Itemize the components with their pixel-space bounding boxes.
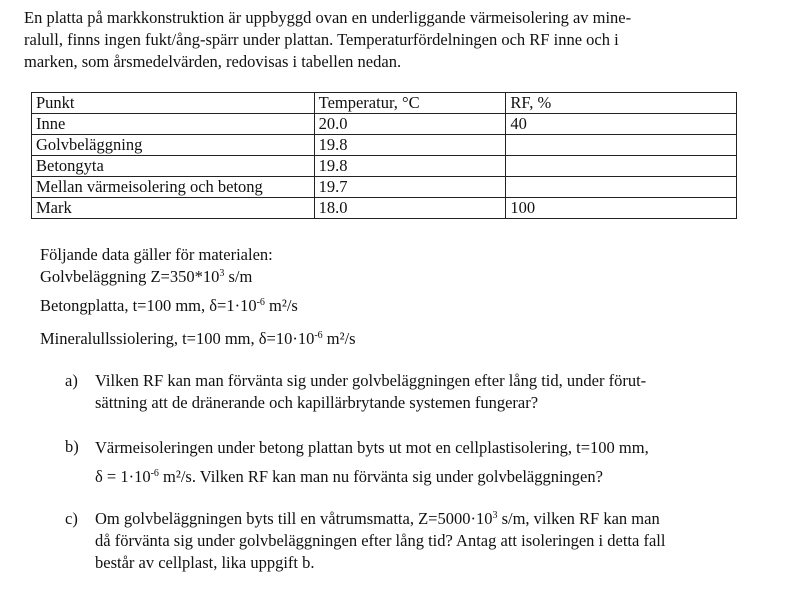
exponent: 3 bbox=[219, 268, 225, 279]
question-line: sättning att de dränerande och kapillärbrytande systemen fungerar? bbox=[95, 393, 539, 412]
header-rf: RF, % bbox=[506, 93, 737, 114]
exponent: -6 bbox=[150, 468, 159, 479]
material-text: Mineralullssiolering, t=100 mm, δ=10·10 bbox=[40, 329, 315, 348]
materials-heading: Följande data gäller för materialen: bbox=[40, 245, 273, 264]
question-line bbox=[95, 462, 745, 491]
header-punkt: Punkt bbox=[32, 93, 315, 114]
cell-temperature: 19.8 bbox=[314, 156, 506, 177]
cell-temperature: 20.0 bbox=[314, 114, 506, 135]
header-temperature: Temperatur, °C bbox=[314, 93, 506, 114]
material-concrete-slab bbox=[40, 290, 740, 324]
intro-paragraph bbox=[24, 7, 764, 73]
table-row bbox=[32, 114, 737, 135]
intro-line: En platta på markkonstruktion är uppbyggd ovan en underliggande värmeisolering av mine- bbox=[24, 8, 632, 27]
exponent: -6 bbox=[256, 297, 265, 308]
cell-point: Inne bbox=[32, 114, 315, 135]
cell-temperature: 18.0 bbox=[314, 198, 506, 219]
table-row bbox=[32, 135, 737, 156]
question-line: då förvänta sig under golvbeläggningen efter lång tid? Antag att isoleringen i detta fall bbox=[95, 531, 666, 550]
question-a bbox=[65, 370, 745, 414]
cell-point: Golvbeläggning bbox=[32, 135, 315, 156]
cell-point: Betongyta bbox=[32, 156, 315, 177]
table-row bbox=[32, 156, 737, 177]
table-row bbox=[32, 198, 737, 219]
question-line: Värmeisoleringen under betong plattan byts ut mot en cellplastisolering, t=100 mm, bbox=[95, 438, 649, 457]
question-b bbox=[65, 433, 745, 491]
question-label: a) bbox=[65, 371, 78, 390]
temperature-rf-table bbox=[31, 92, 737, 219]
cell-rf bbox=[506, 135, 737, 156]
question-text: s/m, vilken RF kan man bbox=[497, 509, 660, 528]
table-row bbox=[32, 177, 737, 198]
exponent: 3 bbox=[492, 510, 498, 521]
cell-temperature: 19.8 bbox=[314, 135, 506, 156]
material-text: Golvbeläggning Z=350*10 bbox=[40, 267, 220, 286]
question-label: c) bbox=[65, 509, 78, 528]
material-text: Betongplatta, t=100 mm, δ=1·10 bbox=[40, 296, 257, 315]
cell-rf: 100 bbox=[506, 198, 737, 219]
question-text: δ = 1·10 bbox=[95, 467, 151, 486]
material-floor-covering bbox=[40, 266, 740, 290]
cell-rf: 40 bbox=[506, 114, 737, 135]
cell-rf bbox=[506, 177, 737, 198]
cell-temperature: 19.7 bbox=[314, 177, 506, 198]
exponent: -6 bbox=[314, 330, 323, 341]
cell-rf bbox=[506, 156, 737, 177]
question-line: Vilken RF kan man förvänta sig under golvbeläggningen efter lång tid, under förut- bbox=[95, 371, 647, 390]
cell-point: Mark bbox=[32, 198, 315, 219]
question-text: Om golvbeläggningen byts till en våtrumsmatta, Z=5000·10 bbox=[95, 509, 493, 528]
cell-point: Mellan värmeisolering och betong bbox=[32, 177, 315, 198]
material-data bbox=[40, 244, 740, 354]
question-label: b) bbox=[65, 437, 79, 456]
material-unit: s/m bbox=[224, 267, 253, 286]
question-line bbox=[95, 508, 745, 530]
material-mineral-wool bbox=[40, 324, 740, 354]
material-unit: m²/s bbox=[322, 329, 356, 348]
question-text: m²/s. Vilken RF kan man nu förvänta sig under golvbeläggningen? bbox=[158, 467, 603, 486]
question-line: består av cellplast, lika uppgift b. bbox=[95, 553, 315, 572]
material-unit: m²/s bbox=[264, 296, 298, 315]
question-c bbox=[65, 508, 745, 574]
intro-line: ralull, finns ingen fukt/ång-spärr under plattan. Temperaturfördelningen och RF inne och i bbox=[24, 30, 619, 49]
table-header-row bbox=[32, 93, 737, 114]
intro-line: marken, som årsmedelvärden, redovisas i tabellen nedan. bbox=[24, 52, 402, 71]
